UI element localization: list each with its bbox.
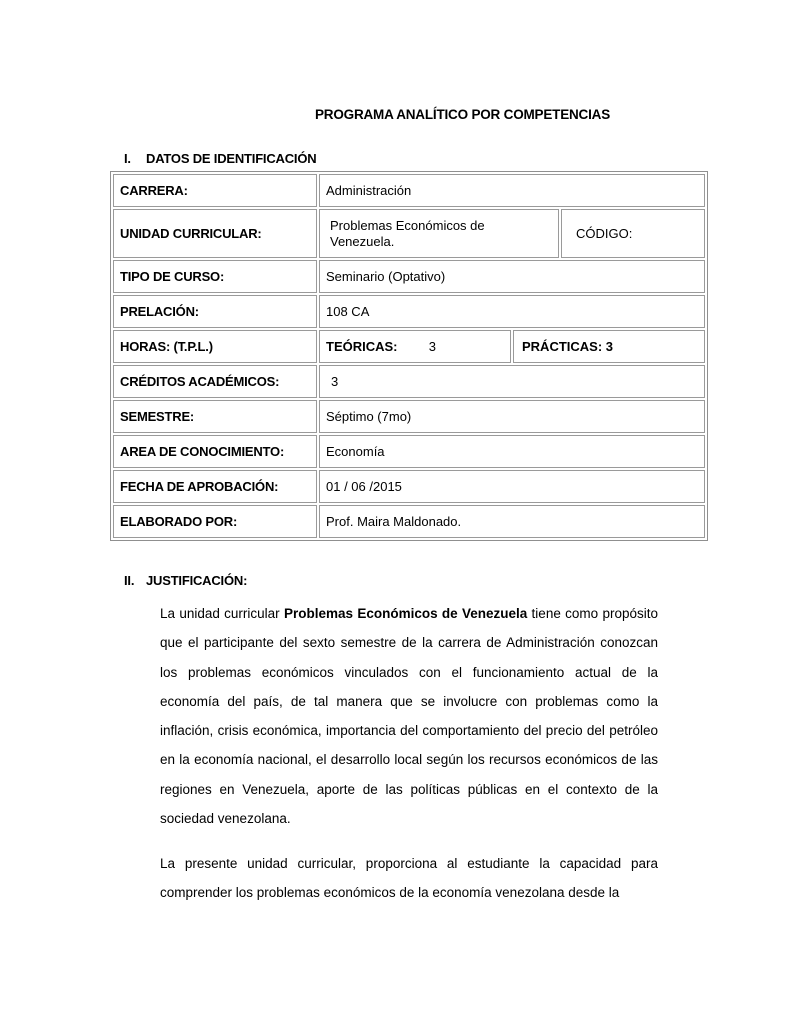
label-semestre: SEMESTRE: [113,400,317,433]
value-unidad-curricular: Problemas Económicos de Venezuela. [319,209,559,258]
label-carrera: CARRERA: [113,174,317,207]
value-prelacion: 108 CA [319,295,705,328]
table-row-elaborado [113,505,705,538]
table-row-area [113,435,705,468]
value-carrera: Administración [319,174,705,207]
paragraph-justificacion-2: La presente unidad curricular, proporciona al estudiante la capacidad para comprender los problemas económicos de la economía venezolana desde la [160,856,658,901]
label-unidad-curricular: UNIDAD CURRICULAR: [113,209,317,258]
paragraph-text: La unidad curricular [160,606,284,621]
label-horas: HORAS: (T.P.L.) [113,330,317,363]
section-number: II. [124,573,135,588]
label-area: AREA DE CONOCIMIENTO: [113,435,317,468]
table-row-unidad [113,209,705,258]
paragraph-justificacion-1 [160,599,658,833]
paragraph-text: tiene como propósito que el participante del sexto semestre de la carrera de Administración conozcan los problemas económicos vinculados con el funcionamiento actual de la economía del país, de tal manera que se involucre con problemas como la inflación, crisis económica, importancia del comportamiento del precio del petróleo en la economía nacional, el desarrollo local según los recursos económicos de las regiones en Venezuela, aporte de las políticas públicas en el contexto de la sociedad venezolana. [160,606,658,827]
course-name-emphasis: Problemas Económicos de Venezuela [283,606,528,621]
codigo-cell [561,209,705,258]
table-row-semestre [113,400,705,433]
table-row-prelacion [113,295,705,328]
label-practicas: PRÁCTICAS: [522,338,603,354]
identification-table [110,171,708,541]
value-semestre: Séptimo (7mo) [319,400,705,433]
table-row-creditos [113,365,705,398]
table-row-fecha [113,470,705,503]
section-heading-identificacion [124,151,316,166]
label-tipo-curso: TIPO DE CURSO: [113,260,317,293]
value-tipo-curso: Seminario (Optativo) [319,260,705,293]
teoricas-cell [319,330,511,363]
table-row-carrera [113,174,705,207]
label-creditos: CRÉDITOS ACADÉMICOS: [113,365,317,398]
value-fecha: 01 / 06 /2015 [319,470,705,503]
document-title: PROGRAMA ANALÍTICO POR COMPETENCIAS [315,107,611,122]
section-heading-justificacion [124,573,247,588]
practicas-cell [513,330,705,363]
label-prelacion: PRELACIÓN: [113,295,317,328]
label-codigo: CÓDIGO: [576,225,633,241]
label-fecha: FECHA DE APROBACIÓN: [113,470,317,503]
table-row-tipo [113,260,705,293]
value-creditos: 3 [319,365,705,398]
table-row-horas [113,330,705,363]
label-elaborado: ELABORADO POR: [113,505,317,538]
section-number: I. [124,151,131,166]
value-practicas: 3 [605,338,614,354]
value-elaborado: Prof. Maira Maldonado. [319,505,705,538]
section-title: JUSTIFICACIÓN: [146,573,248,588]
value-area: Economía [319,435,705,468]
section-title: DATOS DE IDENTIFICACIÓN [146,151,317,166]
label-teoricas: TEÓRICAS: [326,338,398,354]
value-teoricas: 3 [428,338,436,354]
